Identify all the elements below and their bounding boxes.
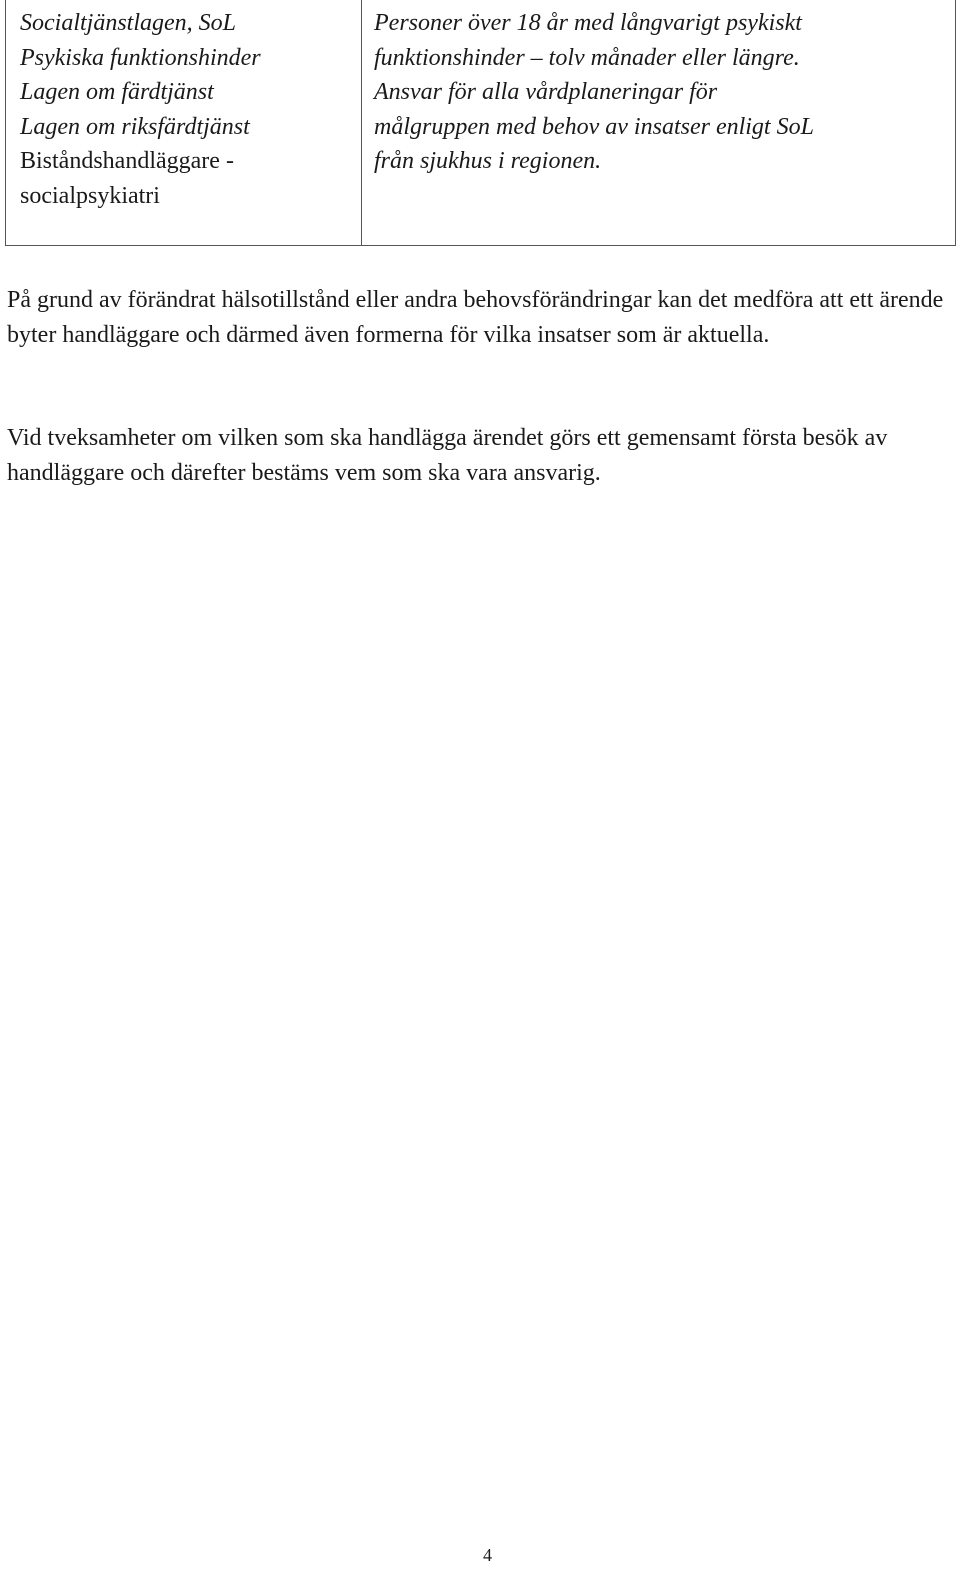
description-line: Personer över 18 år med långvarigt psykiskt (374, 10, 802, 36)
paragraph-change-handler: På grund av förändrat hälsotillstånd eller andra behovsförändringar kan det medföra att ett ärende byter handläggare och därmed även formerna för vilka insatser som är aktuella. (7, 287, 944, 348)
page-number: 4 (483, 1545, 492, 1565)
description-line: från sjukhus i regionen. (374, 148, 602, 174)
law-riksfardtjanst: Lagen om riksfärdtjänst (20, 113, 250, 140)
table-cell-description (362, 0, 955, 245)
law-psykiska-funktionshinder: Psykiska funktionshinder (20, 44, 261, 71)
role-line-1: Biståndshandläggare - (20, 148, 234, 174)
paragraph-joint-visit: Vid tveksamheter om vilken som ska handlägga ärendet görs ett gemensamt första besök av handläggare och därefter bestäms vem som ska vara ansvarig. (7, 425, 888, 486)
role-line-2: socialpsykiatri (20, 182, 160, 209)
table-cell-laws-role (6, 0, 362, 245)
law-socialtjanstlagen: Socialtjänstlagen, SoL (20, 10, 236, 36)
description-line: Ansvar för alla vårdplaneringar för (374, 79, 718, 105)
description-line: funktionshinder – tolv månader eller längre. (374, 44, 800, 71)
law-fardtjanst: Lagen om färdtjänst (20, 79, 214, 105)
responsibility-table (5, 0, 956, 246)
description-line: målgruppen med behov av insatser enligt SoL (374, 113, 814, 140)
